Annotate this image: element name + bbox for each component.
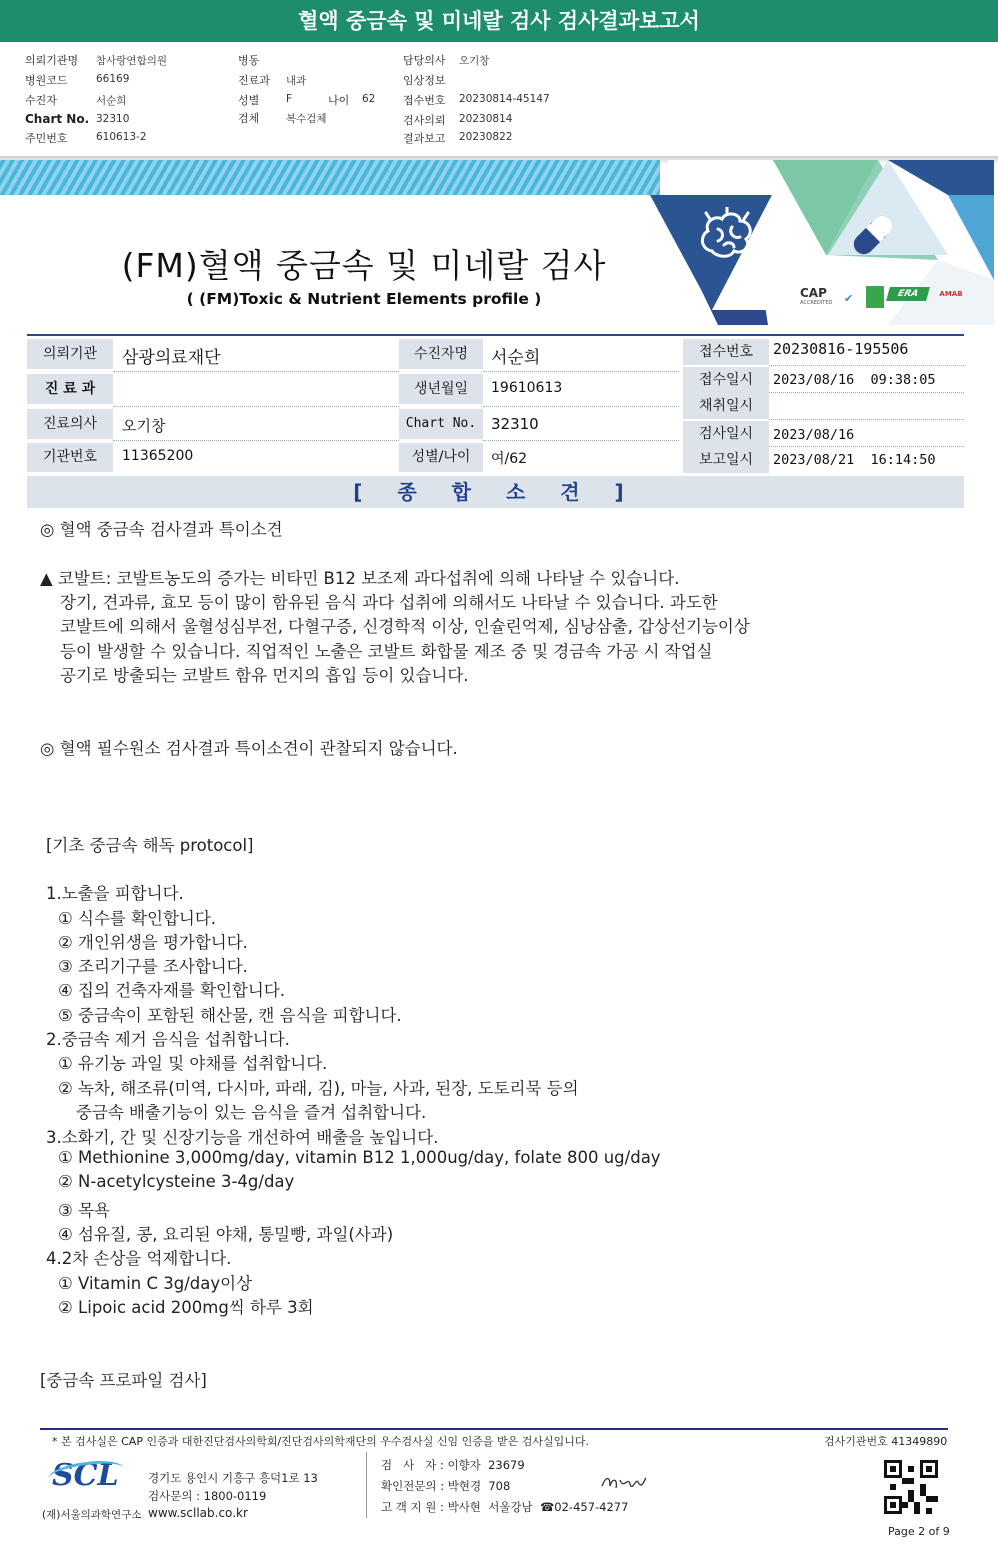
top-value: 참사랑연합의원 bbox=[96, 55, 168, 67]
summary-line: 장기, 견과류, 효모 등이 많이 함유된 음식 과다 섭취에 의해서도 나타날 수 있습니다. 과도한 bbox=[60, 593, 718, 612]
top-label: 의뢰기관명 bbox=[25, 54, 79, 67]
header-stripe-band bbox=[0, 160, 660, 195]
org-name: (재)서울의과학연구소 bbox=[42, 1509, 142, 1521]
org-website: www.scllab.co.kr bbox=[148, 1506, 248, 1520]
summary-line: 2.중금속 제거 음식을 섭취합니다. bbox=[46, 1030, 290, 1049]
customer-support: 고 객 지 원 : 박사현 서울강남 ☎02-457-4277 bbox=[381, 1500, 629, 1514]
page-number: Page 2 of 9 bbox=[888, 1525, 950, 1538]
summary-line: [기초 중금속 해독 protocol] bbox=[46, 836, 254, 855]
table-top-rule bbox=[27, 334, 964, 336]
capsule-pill-icon bbox=[846, 210, 900, 260]
cap-logo-text: CAP bbox=[800, 286, 827, 300]
value-cell: 2023/08/16 bbox=[773, 427, 855, 443]
row-divider bbox=[769, 419, 964, 420]
value-cell: 20230816-195506 bbox=[773, 340, 909, 358]
era-logo-text: ERA bbox=[896, 289, 920, 299]
top-value: 오기창 bbox=[459, 55, 490, 67]
top-label: 병동 bbox=[238, 54, 260, 67]
signature bbox=[598, 1470, 650, 1496]
top-value: 20230814-45147 bbox=[459, 93, 550, 105]
value-cell: 19610613 bbox=[491, 380, 563, 396]
top-value: 66169 bbox=[96, 73, 130, 85]
row-divider bbox=[483, 406, 679, 407]
top-info-block bbox=[0, 42, 998, 160]
top-value: 서순희 bbox=[96, 95, 127, 107]
top-value: F bbox=[286, 93, 293, 105]
summary-line: 중금속 배출기능이 있는 음식을 즐겨 섭취합니다. bbox=[76, 1103, 427, 1122]
top-label: 접수번호 bbox=[403, 94, 446, 107]
label-cell: 수진자명 bbox=[399, 339, 483, 369]
value-cell: 2023/08/16 09:38:05 bbox=[773, 372, 936, 388]
row-divider bbox=[113, 371, 399, 372]
summary-line: ▲ 코발트: 코발트농도의 증가는 비타민 B12 보조제 과다섭취에 의해 나타날 수 있습니다. bbox=[40, 569, 680, 588]
cap-logo bbox=[800, 286, 860, 312]
summary-line: ① 유기농 과일 및 야채를 섭취합니다. bbox=[58, 1054, 328, 1073]
summary-line: ④ 집의 건축자재를 확인합니다. bbox=[58, 981, 286, 1000]
org-inquiry: 검사문의 : 1800-0119 bbox=[148, 1489, 267, 1503]
row-divider bbox=[769, 392, 964, 393]
org-address: 경기도 용인시 기흥구 흥덕1로 13 bbox=[148, 1471, 318, 1485]
lm-logo bbox=[866, 286, 884, 308]
scl-logo bbox=[48, 1452, 136, 1504]
amab-logo-text: AMAB bbox=[939, 290, 963, 298]
label-cell: Chart No. bbox=[399, 409, 483, 439]
top-label: 병원코드 bbox=[25, 74, 68, 87]
summary-line: ② N-acetylcysteine 3-4g/day bbox=[58, 1172, 295, 1191]
summary-line: [중금속 프로파일 검사] bbox=[40, 1371, 207, 1390]
value-cell: 여/62 bbox=[491, 451, 528, 467]
footer-divider bbox=[40, 1428, 948, 1430]
summary-line: ③ 조리기구를 조사합니다. bbox=[58, 957, 248, 976]
top-label: 주민번호 bbox=[25, 132, 68, 145]
top-label: 검사의뢰 bbox=[403, 114, 446, 127]
summary-line: ② Lipoic acid 200mg씩 하루 3회 bbox=[58, 1298, 314, 1317]
summary-line: 4.2차 손상을 억제합니다. bbox=[46, 1249, 232, 1268]
summary-line: ① Methionine 3,000mg/day, vitamin B12 1,000ug/day, folate 800 ug/day bbox=[58, 1148, 661, 1167]
row-divider bbox=[769, 446, 964, 447]
row-divider bbox=[113, 406, 399, 407]
value-cell: 오기창 bbox=[122, 417, 166, 435]
summary-line: 공기로 방출되는 코발트 함유 먼지의 흡입 등이 있습니다. bbox=[60, 666, 469, 685]
amab-logo bbox=[938, 287, 964, 301]
top-value: 610613-2 bbox=[96, 131, 147, 143]
value-cell: 서순희 bbox=[491, 348, 541, 368]
top-value: 32310 bbox=[96, 113, 130, 125]
label-cell: 보고일시 bbox=[683, 447, 769, 473]
label-cell: 접수일시 bbox=[683, 367, 769, 393]
top-label: 임상정보 bbox=[403, 74, 446, 87]
confirming-specialist: 확인전문의 : 박현경 708 bbox=[381, 1479, 511, 1493]
report-subtitle: ( (FM)Toxic & Nutrient Elements profile ) bbox=[186, 290, 542, 308]
value-cell: 2023/08/21 16:14:50 bbox=[773, 452, 936, 468]
top-label: 담당의사 bbox=[403, 54, 446, 67]
top-value: 62 bbox=[362, 93, 376, 105]
top-label: 검체 bbox=[238, 112, 260, 125]
row-divider bbox=[113, 440, 399, 441]
label-cell: 성별/나이 bbox=[399, 443, 483, 472]
top-label: Chart No. bbox=[25, 112, 90, 126]
scl-logo-text: SCL bbox=[52, 1458, 119, 1493]
footer-note: * 본 검사실은 CAP 인증과 대한진단검사의학회/진단검사의학재단의 우수검사실 신임 인증을 받은 검사실입니다. bbox=[52, 1435, 590, 1448]
footer-separator bbox=[366, 1452, 367, 1518]
org-code: 검사기관번호 41349890 bbox=[824, 1435, 948, 1448]
qr-code-icon bbox=[884, 1460, 938, 1514]
summary-line: ◎ 혈액 필수원소 검사결과 특이소견이 관찰되지 않습니다. bbox=[40, 739, 458, 758]
report-banner: 혈액 중금속 및 미네랄 검사 검사결과보고서 bbox=[0, 0, 998, 42]
top-label: 결과보고 bbox=[403, 132, 446, 145]
label-cell: 검사일시 bbox=[683, 421, 769, 447]
label-cell: 생년월일 bbox=[399, 374, 483, 404]
top-value: 20230814 bbox=[459, 113, 513, 125]
summary-line: ③ 목욕 bbox=[58, 1201, 110, 1220]
summary-line: ① Vitamin C 3g/day이상 bbox=[58, 1274, 253, 1293]
value-cell: 삼광의료재단 bbox=[122, 348, 221, 368]
summary-line: ⑤ 중금속이 포함된 해산물, 캔 음식을 피합니다. bbox=[58, 1006, 402, 1025]
summary-line: ② 녹차, 해조류(미역, 다시마, 파래, 김), 마늘, 사과, 된장, 도토리묵 등의 bbox=[58, 1079, 579, 1098]
summary-line: ② 개인위생을 평가합니다. bbox=[58, 933, 248, 952]
label-cell: 기관번호 bbox=[27, 443, 113, 472]
value-cell: 11365200 bbox=[122, 448, 194, 464]
summary-line: 3.소화기, 간 및 신장기능을 개선하여 배출을 높입니다. bbox=[46, 1128, 439, 1147]
top-value: 내과 bbox=[286, 75, 307, 87]
summary-line: ① 식수를 확인합니다. bbox=[58, 909, 217, 928]
examiner: 검 사 자 : 이향자 23679 bbox=[381, 1458, 525, 1472]
label-cell: 접수번호 bbox=[683, 339, 769, 365]
top-label: 진료과 bbox=[238, 74, 270, 87]
top-label: 수진자 bbox=[25, 94, 57, 107]
summary-heading: [ 종 합 소 견 ] bbox=[27, 476, 964, 508]
era-logo bbox=[886, 287, 930, 301]
cap-logo-sub: ACCREDITED bbox=[800, 300, 833, 306]
top-value: 복수검체 bbox=[286, 113, 327, 125]
summary-line: ④ 섬유질, 콩, 요리된 야채, 통밀빵, 과일(사과) bbox=[58, 1225, 394, 1244]
top-label: 성별 bbox=[238, 94, 260, 107]
row-divider bbox=[483, 371, 679, 372]
value-cell: 32310 bbox=[491, 415, 539, 433]
label-cell: 채취일시 bbox=[683, 393, 769, 419]
summary-line: ◎ 혈액 중금속 검사결과 특이소견 bbox=[40, 520, 283, 539]
row-divider bbox=[769, 365, 964, 366]
summary-line: 등이 발생할 수 있습니다. 직업적인 노출은 코발트 화합물 제조 중 및 경금속 가공 시 작업실 bbox=[60, 642, 713, 661]
label-cell: 의뢰기관 bbox=[27, 339, 113, 369]
summary-line: 코발트에 의해서 울혈성심부전, 다혈구증, 신경학적 이상, 인슐린억제, 심낭삼출, 갑상선기능이상 bbox=[60, 617, 750, 636]
row-divider bbox=[483, 440, 679, 441]
top-label: 나이 bbox=[328, 94, 350, 107]
summary-line: 1.노출을 피합니다. bbox=[46, 884, 184, 903]
top-value: 20230822 bbox=[459, 131, 513, 143]
label-cell: 진료의사 bbox=[27, 409, 113, 439]
label-cell: 진 료 과 bbox=[27, 374, 113, 404]
checkmark-icon: ✔ bbox=[844, 292, 854, 305]
report-title: (FM)혈액 중금속 및 미네랄 검사 bbox=[121, 246, 607, 285]
